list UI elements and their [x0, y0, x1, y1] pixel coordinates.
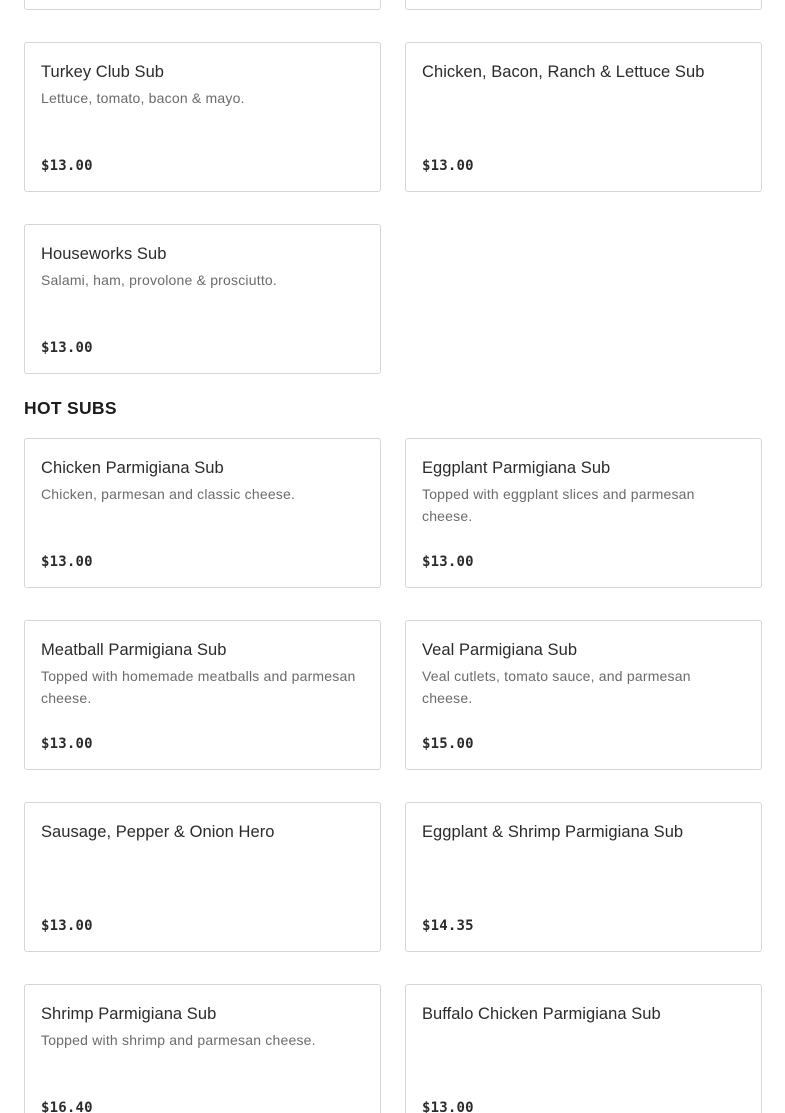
- menu-item-description: Salami, ham, provolone & prosciutto.: [41, 272, 277, 288]
- menu-item-card[interactable]: [24, 984, 381, 1113]
- menu-item-price: $13.00: [41, 736, 93, 752]
- menu-item-price: $13.00: [41, 918, 93, 934]
- menu-item-card[interactable]: [24, 802, 381, 952]
- menu-item-name: Veal Parmigiana Sub: [422, 641, 578, 659]
- menu-item-name: Eggplant Parmigiana Sub: [422, 459, 611, 477]
- menu-item-description: Topped with eggplant slices and parmesan cheese.: [422, 486, 695, 524]
- menu-item-price: $13.00: [422, 554, 474, 570]
- menu-item-price: $16.40: [41, 1100, 93, 1113]
- menu-item-price: $13.00: [41, 554, 93, 570]
- menu-item-description: Topped with homemade meatballs and parmesan cheese.: [41, 668, 356, 706]
- menu-item-name: Houseworks Sub: [41, 245, 167, 263]
- menu-item-card[interactable]: [405, 620, 762, 770]
- menu-item-name: Meatball Parmigiana Sub: [41, 641, 227, 659]
- menu-item-card[interactable]: [24, 620, 381, 770]
- menu-item-name: Sausage, Pepper & Onion Hero: [41, 823, 275, 841]
- menu-item-price: $14.35: [422, 918, 474, 934]
- menu-item-name: Turkey Club Sub: [41, 63, 165, 81]
- menu-item-price: $15.00: [422, 736, 474, 752]
- menu-item-card[interactable]: [405, 984, 762, 1113]
- menu-item-card[interactable]: [24, 42, 381, 192]
- menu-item-name: Chicken Parmigiana Sub: [41, 459, 224, 477]
- menu-item-price: $13.00: [422, 1100, 474, 1113]
- menu-item-card[interactable]: [405, 42, 762, 192]
- menu-item-name: Chicken, Bacon, Ranch & Lettuce Sub: [422, 63, 705, 81]
- menu-item-price: $13.00: [41, 340, 93, 356]
- menu-item-card-partial[interactable]: [24, 0, 381, 10]
- menu-item-price: $13.00: [422, 158, 474, 174]
- menu-item-card[interactable]: [24, 224, 381, 374]
- menu-item-name: Eggplant & Shrimp Parmigiana Sub: [422, 823, 684, 841]
- menu-item-name: Buffalo Chicken Parmigiana Sub: [422, 1005, 661, 1023]
- menu-item-card-partial[interactable]: [405, 0, 762, 10]
- menu-item-description: Topped with shrimp and parmesan cheese.: [41, 1032, 316, 1048]
- section-heading-hot-subs: HOT SUBS: [24, 398, 117, 418]
- menu-item-card[interactable]: [405, 438, 762, 588]
- menu-item-price: $13.00: [41, 158, 93, 174]
- menu-item-description: Chicken, parmesan and classic cheese.: [41, 486, 296, 502]
- menu-item-name: Shrimp Parmigiana Sub: [41, 1005, 217, 1023]
- menu-item-card[interactable]: [405, 802, 762, 952]
- menu-item-description: Veal cutlets, tomato sauce, and parmesan cheese.: [422, 668, 691, 706]
- menu-item-card[interactable]: [24, 438, 381, 588]
- menu-item-description: Lettuce, tomato, bacon & mayo.: [41, 90, 245, 106]
